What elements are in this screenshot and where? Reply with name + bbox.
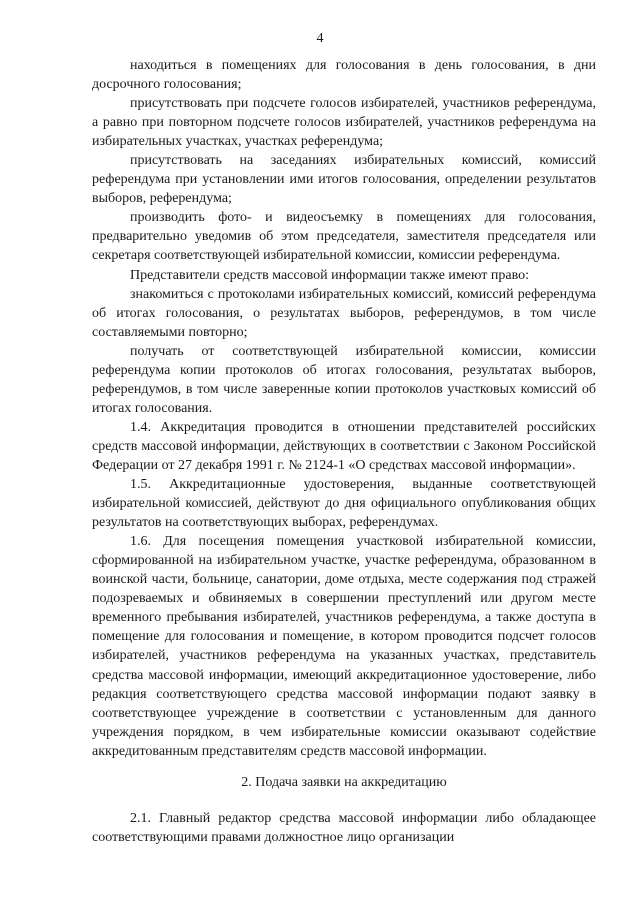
paragraph-9: 1.5. Аккредитационные удостоверения, выданные соответствующей избирательной комиссией, действуют до дня официального опубликования общих результатов на соответствующих выборах, референдумах. [92, 477, 596, 531]
page-number: 4 [316, 31, 324, 46]
paragraph-7: получать от соответствующей избирательной комиссии, комиссии референдума копии протоколов об итогах голосования, результатах выборов, референдумов, в том числе заверенные копии протоколов участковых комиссий об итогах голосования. [92, 343, 596, 416]
paragraph-10: 1.6. Для посещения помещения участковой избирательной комиссии, сформированной на избирательном участке, участке референдума, образованном в воинской части, больнице, санатории, доме отдыха, месте содержания под стражей подозреваемых и обвиняемых в совершении преступлений или другом месте временного пребывания избирателей, участников референдума, а также доступа в помещение для голосования и помещение, в котором проводится подсчет голосов избирателей, участников референдума на указанных участках, представитель средства массовой информации, имеющий аккредитационное удостоверение, либо редакция соответствующего средства массовой информации подают заявку в соответствующее учреждение в соответствии с установленным для данного учреждения порядком, в чем избирательные комиссии оказывают содействие аккредитованным представителям средств массовой информации. [92, 534, 596, 759]
paragraph-4: производить фото- и видеосъемку в помещениях для голосования, предварительно уведомив об этом председателя, заместителя председателя или секретаря соответствующей избирательной комиссии, комиссии референдума. [92, 210, 596, 264]
paragraph-8: 1.4. Аккредитация проводится в отношении представителей российских средств массовой информации, действующих в соответствии с Законом Российской Федерации от 27 декабря 1991 г. № 2124-1 «О средствах массовой информации». [92, 419, 596, 473]
paragraph-11: 2.1. Главный редактор средства массовой информации либо обладающее соответствующими правами должностное лицо организации [92, 810, 596, 845]
paragraph-6: знакомиться с протоколами избирательных комиссий, комиссий референдума об итогах голосования, о результатах выборов, референдумов, в том числе составляемыми повторно; [92, 286, 596, 340]
paragraph-2: присутствовать при подсчете голосов избирателей, участников референдума, а равно при повторном подсчете голосов избирателей, участников референдума на избирательных участках, участках референдума; [92, 96, 596, 150]
section-heading: 2. Подача заявки на аккредитацию [241, 774, 447, 790]
paragraph-5: Представители средств массовой информации также имеют право: [130, 267, 529, 283]
paragraph-1: находиться в помещениях для голосования в день голосования, в дни досрочного голосования; [92, 58, 596, 93]
document-body [92, 56, 596, 847]
paragraph-3: присутствовать на заседаниях избирательных комиссий, комиссий референдума при установлении ими итогов голосования, определении результатов выборов, референдума; [92, 153, 596, 207]
